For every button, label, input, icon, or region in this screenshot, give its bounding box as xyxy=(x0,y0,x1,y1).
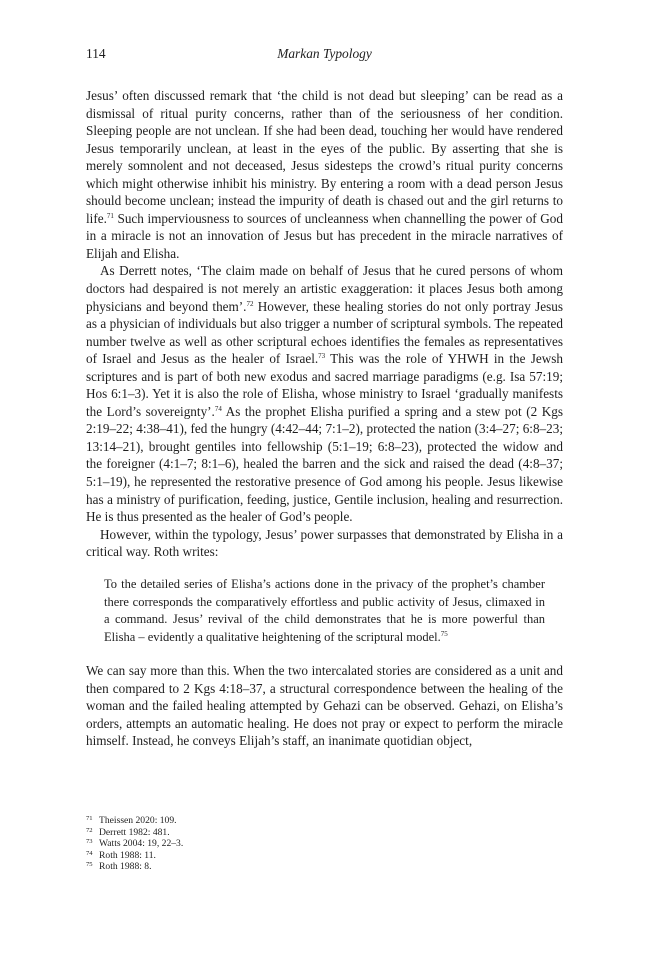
footnote-ref-74: 74 xyxy=(214,404,222,413)
footnote-text: Derrett 1982: 481. xyxy=(99,826,170,838)
footnote xyxy=(86,838,563,850)
footnote-number: 75 xyxy=(86,861,93,869)
footnotes xyxy=(86,815,563,873)
text-run: To the detailed series of Elisha’s actions done in the privacy of the prophet’s chamber there corresponds the comparatively effortless and public activity of Jesus, climaxed in a command. Jesus’ revival of the child demonstrates that he is more powerful than Elisha – evidently a qualitative heightening of the scriptural model. xyxy=(104,576,545,645)
text-run: However, these healing stories do not only portray Jesus as a physician of individuals but also trigger a number of scriptural symbols. The repeated number twelve as well as other scriptural echoes identifies the females as representatives of Israel and Jesus as the healer of Israel. xyxy=(86,298,563,367)
footnote-text: Roth 1988: 11. xyxy=(99,849,156,861)
footnote xyxy=(86,827,563,839)
text-run: Jesus’ often discussed remark that ‘the child is not dead but sleeping’ can be read as a dismissal of ritual purity concerns, rather than of the seriousness of her condition. Sleeping people are not unclean. If she had been dead, touching her would have rendered Jesus temporarily unclean, at least in the eyes of the public. By asserting that she is merely somnolent and not deceased, Jesus sidesteps the crowd’s ritual purity concerns which might otherwise inhibit his ministry. By entering a room with a dead person Jesus should become unclean; instead the impurity of death is chased out and the girl returns to life. xyxy=(86,88,563,226)
text-run: As the prophet Elisha purified a spring and a stew pot (2 Kgs 2:19–22; 4:38–41), fed the hungry (4:42–44; 7:1–2), protected the nation (3:4–27; 6:8–23; 13:14–21), brought gentiles into fellowship (5:1–19; 6:8–23), protected the widow and the foreigner (4:1–7; 8:1–6), healed the barren and the sick and raised the dead (4:8–37; 5:1–19), he represented the restorative presence of God among his people. Jesus likewise has a ministry of purification, feeding, justice, Gentile inclusion, healing and resurrection. He is thus presented as the healer of God’s people. xyxy=(86,403,563,525)
footnote-ref-71: 71 xyxy=(106,211,114,220)
footnote xyxy=(86,861,563,873)
footnote-text: Watts 2004: 19, 22–3. xyxy=(99,838,184,850)
page-number: 114 xyxy=(86,46,106,61)
footnote-ref-72: 72 xyxy=(246,299,254,308)
text-run: Such imperviousness to sources of uncleanness when channelling the power of God in a miracle is not an innovation of Jesus but has precedent in the miracle narratives of Elijah and Elisha. xyxy=(86,210,563,261)
footnote-ref-75: 75 xyxy=(440,630,448,639)
text-run: As Derrett notes, ‘The claim made on behalf of Jesus that he cured persons of whom doctors had despaired is not merely an artistic exaggeration: it places Jesus both among physicians and beyond them’. xyxy=(86,263,563,314)
paragraph xyxy=(86,526,563,561)
footnote xyxy=(86,815,563,827)
footnote-ref-73: 73 xyxy=(318,352,326,361)
text-run: This was the role of YHWH in the Jewsh scriptures and is part of both new exodus and sacred marriage paradigms (e.g. Isa 57:19; Hos 6:1–3). Yet it is also the role of Elisha, whose ministry to Israel ‘gradually manifests the Lord’s sovereignty’. xyxy=(86,351,563,419)
book-page xyxy=(86,0,563,975)
footnote xyxy=(86,850,563,862)
block-quote xyxy=(104,576,545,647)
paragraph xyxy=(86,87,563,262)
running-title: Markan Typology xyxy=(277,46,372,61)
footnote-number: 73 xyxy=(86,838,93,846)
page-header xyxy=(86,46,563,64)
footnote-text: Roth 1988: 8. xyxy=(99,861,152,873)
text-run: However, within the typology, Jesus’ power surpasses that demonstrated by Elisha in a critical way. Roth writes: xyxy=(86,526,563,560)
text-run: We can say more than this. When the two intercalated stories are considered as a unit and then compared to 2 Kgs 4:18–37, a structural correspondence between the healing of the woman and the failed healing attempted by Gehazi can be observed. Gehazi, on Elisha’s orders, attempts an automatic healing. He does not pray or expect to perform the miracle himself. Instead, he conveys Elijah’s staff, an inanimate quotidian object, xyxy=(86,662,563,749)
paragraph xyxy=(86,262,563,525)
footnote-text: Theissen 2020: 109. xyxy=(99,815,177,826)
body-text xyxy=(86,87,563,750)
footnote-number: 71 xyxy=(86,815,93,822)
footnote-number: 72 xyxy=(86,826,93,834)
footnote-number: 74 xyxy=(86,849,93,857)
paragraph xyxy=(86,662,563,750)
